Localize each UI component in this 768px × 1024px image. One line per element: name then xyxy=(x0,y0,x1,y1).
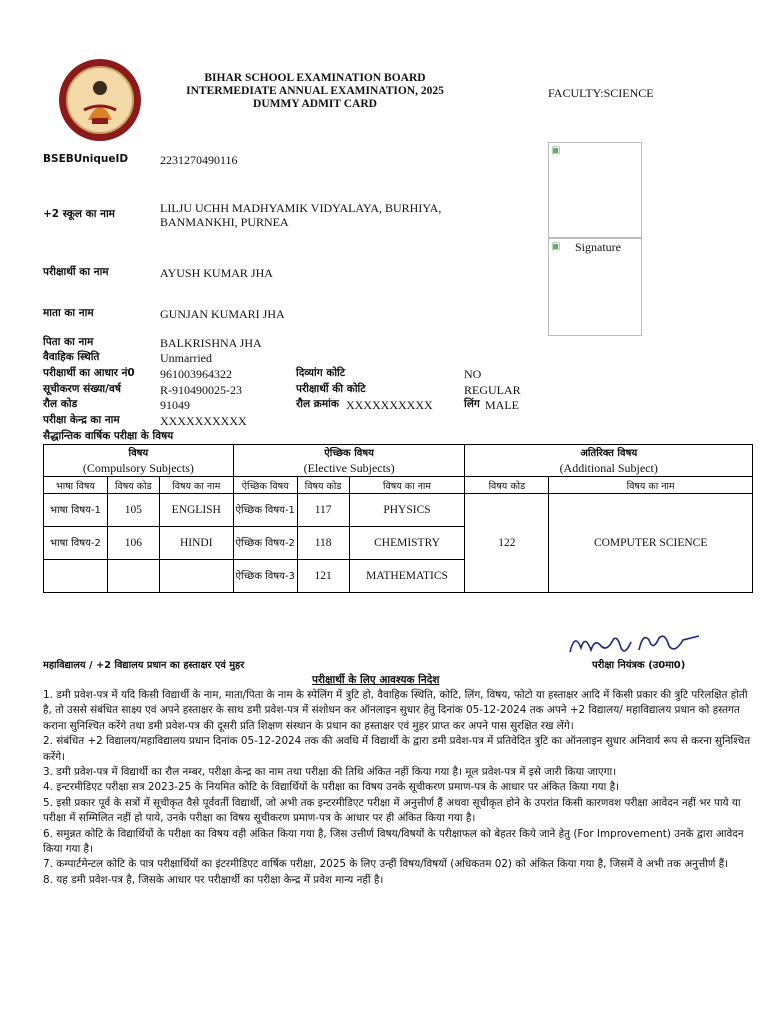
table-cell: 106 xyxy=(107,527,159,560)
mother-name-label: माता का नाम xyxy=(43,307,94,319)
student-name-value: AYUSH KUMAR JHA xyxy=(160,266,273,280)
header-block xyxy=(150,72,480,111)
roll-number-value: XXXXXXXXXX xyxy=(346,398,433,412)
father-name-value: BALKRISHNA JHA xyxy=(160,336,262,350)
table-cell: CHEMISTRY xyxy=(349,527,465,560)
unique-id-label: BSEBUniqueID xyxy=(43,153,129,165)
instruction-item: 6. समुन्नत कोटि के विद्यार्थियों के परीक्षा का विषय वही अंकित किया गया है, जिस उत्तीर्ण विषय/विषयों के परीक्षाफल को बेहतर किये जाने हेतु (For Improvement) उनके द्वारा आवेदन किया गया है। xyxy=(43,827,744,856)
registration-label: सूचीकरण संख्या/वर्ष xyxy=(43,383,121,395)
table-cell: ऐच्छिक विषय-2 xyxy=(233,527,297,560)
father-name-label: पिता का नाम xyxy=(43,336,94,348)
column-header: विषय कोड xyxy=(297,477,349,494)
roll-number-label: रौल क्रमांक xyxy=(296,398,339,410)
broken-image-icon: ▣ xyxy=(551,241,561,252)
instruction-item: 3. डमी प्रवेश-पत्र में विद्यार्थी का रौल नम्बर, परीक्षा केन्द्र का नाम तथा परीक्षा की तिथि अंकित नहीं किया गया है। मूल प्रवेश-पत्र में इसे जारी किया जाएगा। xyxy=(43,766,617,779)
marital-label: वैवाहिक स्थिति xyxy=(43,351,100,363)
table-cell: HINDI xyxy=(159,527,233,560)
gender-value: MALE xyxy=(485,398,519,412)
table-cell xyxy=(107,560,159,593)
column-header: ऐच्छिक विषय xyxy=(233,477,297,494)
table-cell: ENGLISH xyxy=(159,494,233,527)
broken-image-icon: ▣ xyxy=(551,145,561,156)
instruction-item: 7. कम्पार्टमेन्टल कोटि के पात्र परीक्षार्थियों का इंटरमीडिएट वार्षिक परीक्षा, 2025 के लिए उन्हीं विषय/विषयों (अधिकतम 02) को अंकित किया गया है, जिसमें वे अभी तक अनुत्तीर्ण हैं। xyxy=(43,858,729,871)
table-row xyxy=(44,494,753,527)
elective-header: ऐच्छिक विषय (Elective Subjects) xyxy=(233,445,465,477)
instruction-item: 5. इसी प्रकार पूर्व के सत्रों में सूचीकृत वैसे पूर्ववर्ती विद्यार्थी, जो अभी तक इन्टरमीडिएट परीक्षा में अनुत्तीर्ण हैं अथवा सूचीकृत होने के उपरांत किसी कारणवश परीक्षा आवेदन नहीं भर पाये या परीक्षा में सम्मिलित नहीं हो पाये, उनके परीक्षा का विषय सूचीकरण प्रमाण-पत्र के आधार पर ही अंकित किया गया है। xyxy=(43,796,741,825)
instruction-item: 8. यह डमी प्रवेश-पत्र है, जिसके आधार पर परीक्षार्थी का परीक्षा केन्द्र में प्रवेश मान्य नहीं है। xyxy=(43,873,384,886)
table-cell xyxy=(159,560,233,593)
instructions-list xyxy=(43,688,755,888)
table-cell: 117 xyxy=(297,494,349,527)
column-header: विषय का नाम xyxy=(349,477,465,494)
compulsory-header: विषय (Compulsory Subjects) xyxy=(44,445,234,477)
table-cell: 105 xyxy=(107,494,159,527)
divyang-value: NO xyxy=(464,367,482,381)
signature-box xyxy=(548,238,642,336)
column-header: विषय का नाम xyxy=(159,477,233,494)
aadhaar-value: 961003964322 xyxy=(160,367,232,381)
controller-label: परीक्षा नियंत्रक (उ0मा0) xyxy=(592,660,686,671)
category-label: परीक्षार्थी की कोटि xyxy=(296,383,366,395)
table-cell: 121 xyxy=(297,560,349,593)
roll-code-label: रौल कोड xyxy=(43,398,78,410)
card-title: DUMMY ADMIT CARD xyxy=(253,98,377,110)
additional-header: अतिरिक्त विषय (Additional Subject) xyxy=(465,445,753,477)
table-cell: PHYSICS xyxy=(349,494,465,527)
divyang-label: दिव्यांग कोटि xyxy=(296,367,346,379)
faculty-label: FACULTY:SCIENCE xyxy=(548,86,654,100)
category-value: REGULAR xyxy=(464,383,521,397)
instruction-item: 1. डमी प्रवेश-पत्र में यदि किसी विद्यार्थी के नाम, माता/पिता के नाम के स्पेलिंग में त्रुटि हो, वैवाहिक स्थिति, कोटि, लिंग, विषय, फोटो या हस्ताक्षर आदि में किसी प्रकार की त्रुटि परिलक्षित होती है, तो उससे संबंधित साक्ष्य एवं अपने हस्ताक्षर के साथ डमी प्रवेश-पत्र में संशोधन कर ऑनलाइन सुधार हेतु दिनांक 05-12-2024 तक अपने +2 विद्यालय/ महाविद्यालय प्रधान को हस्तगत कराना सुनिश्चित करेंगे तथा डमी प्रवेश-पत्र की दूसरी प्रति शिक्षण संस्थान के प्रधान का हस्ताक्षर एवं मुहर प्राप्त कर अपने पास सुरक्षित रख लेंगे। xyxy=(43,689,748,732)
column-header: विषय कोड xyxy=(107,477,159,494)
school-label: +2 स्कूल का नाम xyxy=(43,208,115,220)
subjects-table-title: सैद्धान्तिक वार्षिक परीक्षा के विषय xyxy=(43,430,174,442)
table-cell: भाषा विषय-2 xyxy=(44,527,108,560)
marital-value: Unmarried xyxy=(160,351,212,365)
centre-label: परीक्षा केन्द्र का नाम xyxy=(43,414,120,426)
bseb-seal-icon xyxy=(58,58,142,142)
exam-name: INTERMEDIATE ANNUAL EXAMINATION, 2025 xyxy=(186,85,444,97)
additional-subject-code: 122 xyxy=(465,494,549,593)
instruction-item: 4. इन्टरमीडिएट परीक्षा सत्र 2023-25 के नियमित कोटि के विद्यार्थियों के परीक्षा का विषय उनके सूचीकरण प्रमाण-पत्र के आधार पर अंकित किया गया है। xyxy=(43,781,620,794)
subjects-table xyxy=(43,444,753,593)
table-cell: ऐच्छिक विषय-1 xyxy=(233,494,297,527)
table-cell: ऐच्छिक विषय-3 xyxy=(233,560,297,593)
column-header: भाषा विषय xyxy=(44,477,108,494)
registration-value: R-910490025-23 xyxy=(160,383,242,397)
instruction-item: 2. संबंधित +2 विद्यालय/महाविद्यालय प्रधान दिनांक 05-12-2024 तक की अवधि में विद्यार्थी के द्वारा डमी प्रवेश-पत्र में प्रतिवेदित त्रुटि का ऑनलाइन सुधार अनिवार्य रूप से करना सुनिश्चित करेंगे। xyxy=(43,735,751,763)
table-cell: 118 xyxy=(297,527,349,560)
photo-box xyxy=(548,142,642,238)
additional-subject-name: COMPUTER SCIENCE xyxy=(549,494,753,593)
principal-signature-label: महाविद्यालय / +2 विद्यालय प्रधान का हस्ताक्षर एवं मुहर xyxy=(43,660,245,671)
table-cell: MATHEMATICS xyxy=(349,560,465,593)
table-cell xyxy=(44,560,108,593)
mother-name-value: GUNJAN KUMARI JHA xyxy=(160,307,285,321)
school-value: LILJU UCHH MADHYAMIK VIDYALAYA, BURHIYA, BANMANKHI, PURNEA xyxy=(160,201,442,229)
column-header: विषय का नाम xyxy=(549,477,753,494)
aadhaar-label: परीक्षार्थी का आधार नं0 xyxy=(43,367,135,379)
centre-value: XXXXXXXXXX xyxy=(160,414,247,428)
student-name-label: परीक्षार्थी का नाम xyxy=(43,266,109,278)
table-cell: भाषा विषय-1 xyxy=(44,494,108,527)
gender-label: लिंग xyxy=(464,398,480,410)
instructions-title: परीक्षार्थी के लिए आवश्यक निदेश xyxy=(312,674,440,686)
signature-alt-text: Signature xyxy=(575,240,621,254)
table-subheader-row xyxy=(44,477,753,494)
column-header: विषय कोड xyxy=(465,477,549,494)
unique-id-value: 2231270490116 xyxy=(160,153,238,167)
board-name: BIHAR SCHOOL EXAMINATION BOARD xyxy=(204,72,426,84)
roll-code-value: 91049 xyxy=(160,398,190,412)
